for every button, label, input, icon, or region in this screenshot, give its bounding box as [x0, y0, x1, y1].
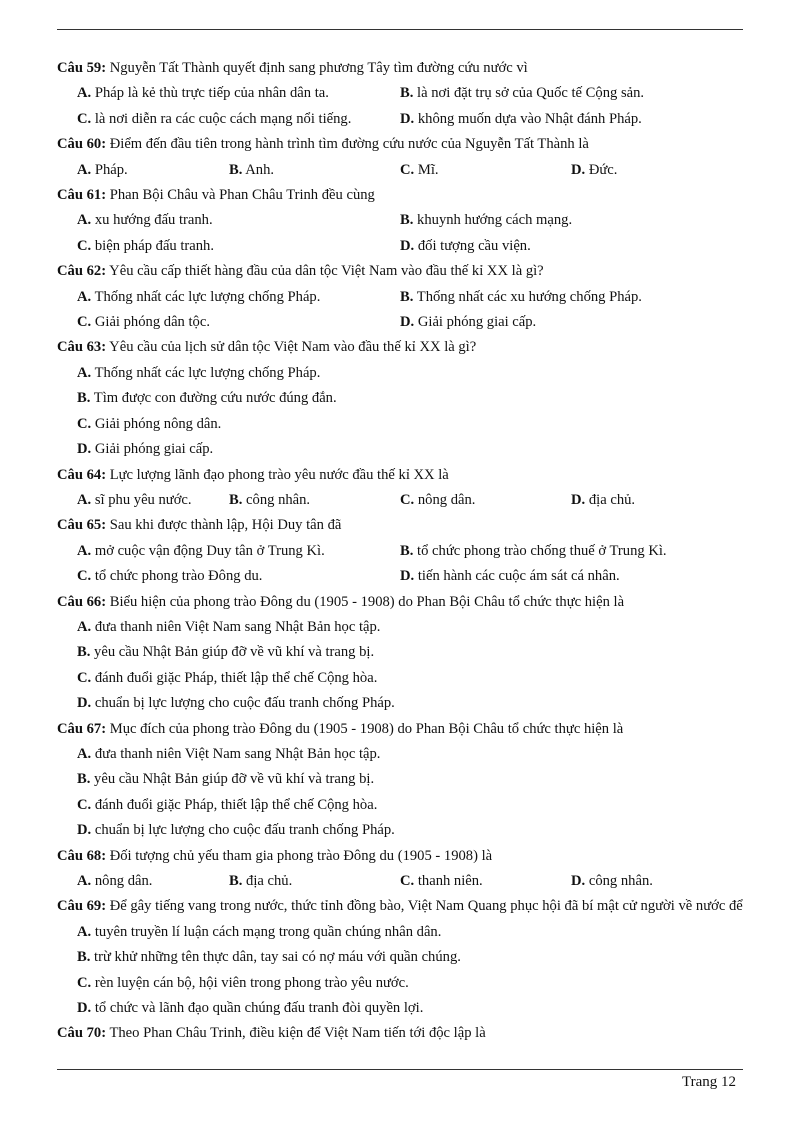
answer-option	[77, 793, 747, 818]
option-key: D.	[400, 314, 415, 331]
option-key: A.	[77, 161, 92, 178]
option-key: A.	[77, 491, 92, 508]
question-block	[57, 590, 747, 717]
answer-option	[400, 208, 742, 233]
option-text: trừ khử những tên thực dân, tay sai có nợ máu với quần chúng.	[94, 949, 461, 966]
option-text: nông dân.	[417, 491, 476, 508]
answer-option	[77, 285, 400, 310]
option-text: Pháp.	[94, 161, 128, 178]
option-text: chuẩn bị lực lượng cho cuộc đấu tranh chống Pháp.	[94, 695, 395, 712]
answer-options	[57, 285, 747, 336]
option-key: A.	[77, 745, 92, 762]
question-text: Mục đích của phong trào Đông du (1905 - 1908) do Phan Bội Châu tổ chức thực hiện là	[109, 720, 624, 737]
answer-option	[77, 945, 747, 970]
option-text: Anh.	[245, 161, 275, 178]
option-text: thanh niên.	[417, 873, 483, 889]
answer-option	[77, 640, 747, 665]
question-text: Sau khi được thành lập, Hội Duy tân đã	[109, 517, 342, 534]
option-text: chuẩn bị lực lượng cho cuộc đấu tranh chống Pháp.	[94, 822, 395, 839]
option-text: công nhân.	[246, 491, 311, 508]
answer-options	[57, 361, 747, 463]
option-key: C.	[77, 974, 92, 991]
answer-option	[77, 234, 400, 259]
option-key: D.	[77, 441, 92, 458]
answer-options	[57, 208, 747, 259]
answer-option	[77, 386, 747, 411]
option-key: B.	[400, 85, 414, 102]
option-text: Giải phóng giai cấp.	[94, 441, 214, 458]
question-block	[57, 183, 747, 259]
answer-options	[57, 742, 747, 844]
option-key: B.	[400, 542, 414, 559]
option-text: tổ chức và lãnh đạo quần chúng đấu tranh đòi quyền lợi.	[94, 1000, 424, 1017]
question-list	[57, 56, 747, 1047]
question-stem	[57, 463, 747, 488]
option-text: sĩ phu yêu nước.	[94, 491, 192, 508]
option-key: B.	[400, 288, 414, 305]
question-number: Câu 62:	[57, 263, 107, 280]
question-number: Câu 60:	[57, 136, 107, 153]
option-text: địa chủ.	[246, 873, 293, 889]
question-text: Đối tượng chủ yếu tham gia phong trào Đông du (1905 - 1908) là	[109, 847, 493, 864]
option-key: B.	[229, 491, 243, 508]
answer-option	[571, 158, 741, 183]
question-text: Theo Phan Châu Trinh, điều kiện để Việt Nam tiến tới độc lập là	[109, 1025, 486, 1042]
option-text: Giải phóng dân tộc.	[94, 314, 210, 331]
option-key: C.	[77, 237, 92, 254]
answer-option	[229, 158, 400, 183]
question-text: Biểu hiện của phong trào Đông du (1905 - 1908) do Phan Bội Châu tổ chức thực hiện là	[109, 593, 625, 610]
question-number: Câu 59:	[57, 60, 107, 76]
question-stem	[57, 894, 747, 919]
option-key: C.	[77, 669, 92, 686]
question-stem	[57, 56, 747, 81]
option-key: D.	[571, 873, 586, 889]
footer-rule	[57, 1069, 743, 1070]
answer-option	[77, 996, 747, 1021]
question-stem	[57, 335, 747, 360]
option-text: địa chủ.	[588, 491, 636, 508]
option-text: Thống nhất các lực lượng chống Pháp.	[94, 364, 321, 381]
question-stem	[57, 1021, 747, 1046]
question-stem	[57, 183, 747, 208]
question-text: Yêu cầu cấp thiết hàng đầu của dân tộc Việt Nam vào đầu thế kỉ XX là gì?	[109, 263, 544, 280]
question-block	[57, 463, 747, 514]
option-text: mở cuộc vận động Duy tân ở Trung Kì.	[94, 542, 325, 559]
answer-option	[77, 488, 229, 513]
option-key: B.	[400, 212, 414, 229]
answer-option	[400, 488, 571, 513]
option-text: tiến hành các cuộc ám sát cá nhân.	[417, 568, 620, 585]
option-key: C.	[77, 796, 92, 813]
question-number: Câu 61:	[57, 187, 107, 204]
option-key: D.	[77, 822, 92, 839]
question-number: Câu 66:	[57, 593, 107, 610]
option-key: A.	[77, 873, 92, 889]
option-key: D.	[400, 237, 415, 254]
option-text: Tìm được con đường cứu nước đúng đắn.	[93, 390, 337, 407]
answer-options	[57, 488, 747, 513]
option-text: tuyên truyền lí luận cách mạng trong quần chúng nhân dân.	[94, 923, 442, 940]
option-key: B.	[77, 390, 91, 407]
answer-option	[77, 818, 747, 843]
page-number: Trang 12	[681, 1074, 736, 1090]
question-stem	[57, 259, 747, 284]
answer-options	[57, 539, 747, 590]
question-stem	[57, 844, 747, 869]
option-text: tổ chức phong trào Đông du.	[94, 568, 263, 585]
question-block	[57, 56, 747, 132]
option-key: B.	[77, 644, 91, 661]
answer-option	[400, 564, 742, 589]
answer-option	[400, 158, 571, 183]
answer-option	[571, 488, 741, 513]
answer-option	[400, 234, 742, 259]
question-number: Câu 65:	[57, 517, 107, 534]
answer-option	[77, 310, 400, 335]
answer-option	[77, 81, 400, 106]
answer-option	[77, 666, 747, 691]
question-number: Câu 69:	[57, 898, 107, 915]
answer-option	[77, 767, 747, 792]
option-text: tổ chức phong trào chống thuế ở Trung Kì.	[417, 542, 667, 559]
option-key: D.	[400, 568, 415, 585]
option-text: Giải phóng giai cấp.	[417, 314, 537, 331]
option-key: B.	[229, 161, 243, 178]
question-text: Để gây tiếng vang trong nước, thức tỉnh đồng bào, Việt Nam Quang phục hội đã bí mật cử người về nước để	[109, 898, 743, 915]
question-text: Nguyễn Tất Thành quyết định sang phương Tây tìm đường cứu nước vì	[109, 60, 528, 76]
option-text: yêu cầu Nhật Bản giúp đỡ về vũ khí và trang bị.	[94, 644, 375, 661]
option-text: biện pháp đấu tranh.	[94, 237, 215, 254]
option-text: xu hướng đấu tranh.	[94, 212, 213, 229]
question-text: Lực lượng lãnh đạo phong trào yêu nước đầu thế kỉ XX là	[109, 466, 449, 483]
question-text: Yêu cầu của lịch sử dân tộc Việt Nam vào đầu thế kỉ XX là gì?	[109, 339, 477, 356]
answer-option	[400, 81, 742, 106]
option-text: Giải phóng nông dân.	[94, 415, 222, 432]
answer-option	[571, 869, 741, 894]
question-stem	[57, 132, 747, 157]
question-stem	[57, 717, 747, 742]
option-text: đưa thanh niên Việt Nam sang Nhật Bản học tập.	[94, 618, 381, 635]
answer-option	[77, 971, 747, 996]
option-text: Pháp là kẻ thù trực tiếp của nhân dân ta.	[94, 85, 329, 102]
option-text: không muốn dựa vào Nhật đánh Pháp.	[417, 110, 642, 127]
question-block	[57, 894, 747, 1021]
answer-option	[77, 920, 747, 945]
question-block	[57, 717, 747, 844]
question-number: Câu 67:	[57, 720, 107, 737]
option-key: A.	[77, 542, 92, 559]
option-key: D.	[77, 1000, 92, 1017]
option-key: C.	[400, 161, 415, 178]
option-key: B.	[77, 949, 91, 966]
option-key: B.	[229, 873, 243, 889]
option-key: D.	[571, 491, 586, 508]
answer-options	[57, 81, 747, 132]
option-text: khuynh hướng cách mạng.	[417, 212, 573, 229]
option-key: C.	[77, 415, 92, 432]
answer-option	[400, 285, 742, 310]
option-text: rèn luyện cán bộ, hội viên trong phong trào yêu nước.	[94, 974, 409, 991]
option-key: A.	[77, 364, 92, 381]
option-key: A.	[77, 618, 92, 635]
answer-option	[229, 869, 400, 894]
option-text: là nơi đặt trụ sở của Quốc tế Cộng sản.	[417, 85, 645, 102]
option-key: C.	[400, 873, 415, 889]
question-number: Câu 63:	[57, 339, 107, 356]
option-text: đánh đuổi giặc Pháp, thiết lập thể chế Cộng hòa.	[94, 796, 378, 813]
answer-options	[57, 920, 747, 1022]
option-key: C.	[77, 314, 92, 331]
header-rule	[57, 29, 743, 30]
question-block	[57, 259, 747, 335]
option-key: B.	[77, 771, 91, 788]
answer-option	[77, 437, 747, 462]
question-number: Câu 70:	[57, 1025, 107, 1042]
question-block	[57, 132, 747, 183]
question-text: Phan Bội Châu và Phan Châu Trinh đều cùng	[109, 187, 375, 204]
option-text: đánh đuổi giặc Pháp, thiết lập thể chế Cộng hòa.	[94, 669, 378, 686]
answer-option	[77, 691, 747, 716]
option-text: nông dân.	[94, 873, 153, 889]
question-block	[57, 335, 747, 462]
question-stem	[57, 513, 747, 538]
answer-option	[77, 361, 747, 386]
question-block	[57, 844, 747, 895]
option-key: D.	[571, 161, 586, 178]
question-number: Câu 64:	[57, 466, 107, 483]
option-text: là nơi diễn ra các cuộc cách mạng nổi tiếng.	[94, 110, 352, 127]
option-text: Thống nhất các xu hướng chống Pháp.	[416, 288, 642, 305]
option-key: A.	[77, 212, 92, 229]
answer-option	[400, 310, 742, 335]
option-text: yêu cầu Nhật Bản giúp đỡ về vũ khí và trang bị.	[94, 771, 375, 788]
question-text: Điểm đến đầu tiên trong hành trình tìm đường cứu nước của Nguyễn Tất Thành là	[109, 136, 589, 153]
answer-options	[57, 158, 747, 183]
question-block	[57, 1021, 747, 1046]
option-text: Thống nhất các lực lượng chống Pháp.	[94, 288, 321, 305]
answer-option	[229, 488, 400, 513]
option-key: A.	[77, 85, 92, 102]
option-key: A.	[77, 923, 92, 940]
answer-option	[400, 107, 742, 132]
option-text: Mĩ.	[417, 161, 439, 178]
question-stem	[57, 590, 747, 615]
option-text: Đức.	[588, 161, 618, 178]
answer-option	[77, 208, 400, 233]
answer-option	[400, 539, 742, 564]
answer-option	[77, 107, 400, 132]
answer-option	[77, 158, 229, 183]
question-block	[57, 513, 747, 589]
answer-options	[57, 615, 747, 717]
answer-option	[77, 869, 229, 894]
answer-option	[400, 869, 571, 894]
answer-option	[77, 539, 400, 564]
option-key: D.	[400, 110, 415, 127]
option-key: C.	[77, 110, 92, 127]
answer-option	[77, 564, 400, 589]
question-number: Câu 68:	[57, 847, 107, 864]
answer-option	[77, 412, 747, 437]
answer-option	[77, 615, 747, 640]
option-text: đưa thanh niên Việt Nam sang Nhật Bản học tập.	[94, 745, 381, 762]
answer-option	[77, 742, 747, 767]
option-text: đối tượng cầu viện.	[417, 237, 531, 254]
option-text: công nhân.	[588, 873, 653, 889]
option-key: C.	[400, 491, 415, 508]
option-key: D.	[77, 695, 92, 712]
answer-options	[57, 869, 747, 894]
option-key: A.	[77, 288, 92, 305]
option-key: C.	[77, 568, 92, 585]
